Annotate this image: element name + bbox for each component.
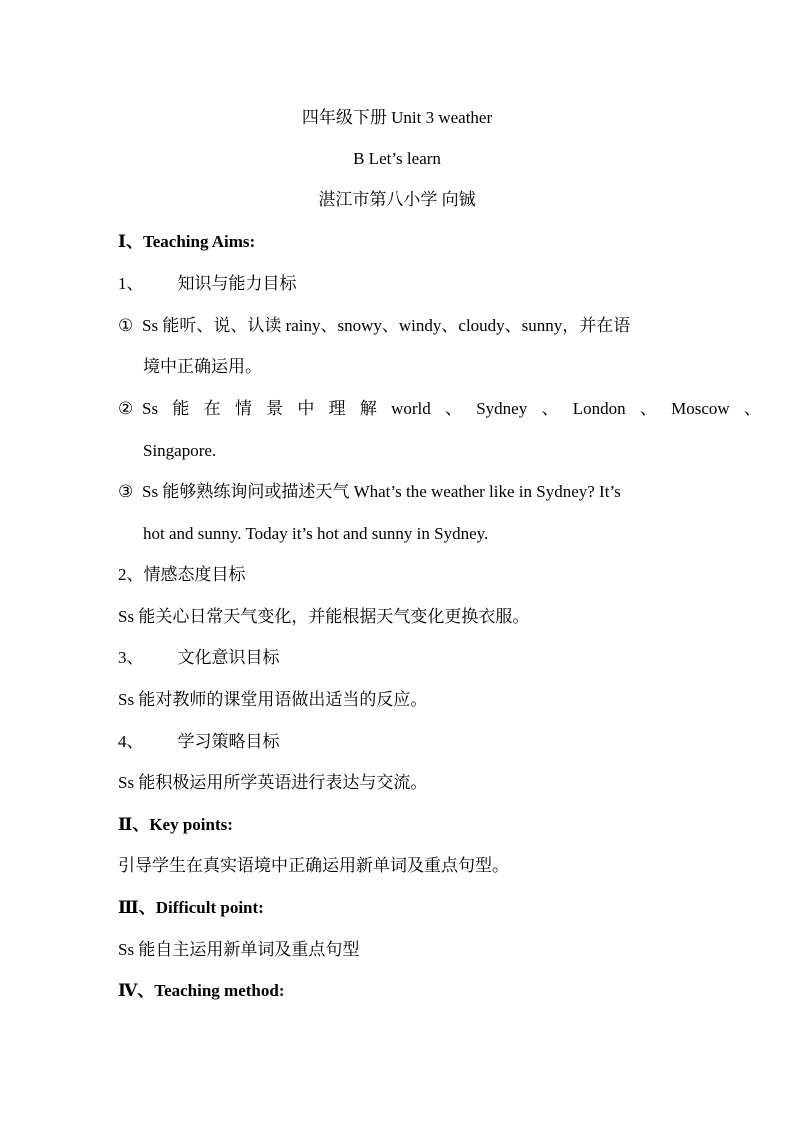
item-1-marker: ① xyxy=(118,316,134,335)
aim-item-3-line-1 xyxy=(118,480,678,504)
item-1-text-1: Ss 能听、说、认读 rainy、snowy、windy、cloudy、sunny，并在语 xyxy=(142,316,631,335)
aim-item-3-line-2: hot and sunny. Today it’s hot and sunny in Sydney. xyxy=(143,524,489,543)
teaching-method-heading: Ⅳ、Teaching method: xyxy=(118,981,285,1000)
key-points-text: 引导学生在真实语境中正确运用新单词及重点句型。 xyxy=(118,856,509,875)
aim-3-text: Ss 能对教师的课堂用语做出适当的反应。 xyxy=(118,690,428,709)
item-3-text-1: Ss 能够熟练询问或描述天气 What’s the weather like in Sydney? It’s xyxy=(142,482,621,501)
document-subtitle: B Let’s learn xyxy=(353,149,441,168)
item-3-marker: ③ xyxy=(118,482,134,501)
aim-item-1-line-2: 境中正确运用。 xyxy=(143,357,262,376)
aim-1-title: 知识与能力目标 xyxy=(177,274,297,293)
item-2-marker: ② xyxy=(118,399,134,418)
document-author: 湛江市第八小学 向铖 xyxy=(318,190,476,209)
document-title: 四年级下册 Unit 3 weather xyxy=(301,108,493,127)
aim-3-heading xyxy=(118,646,678,670)
key-points-heading: Ⅱ、Key points: xyxy=(118,815,233,834)
aim-2-text: Ss 能关心日常天气变化，并能根据天气变化更换衣服。 xyxy=(118,607,530,626)
difficult-point-text: Ss 能自主运用新单词及重点句型 xyxy=(118,940,360,959)
aim-4-title: 学习策略目标 xyxy=(177,732,280,751)
aim-2-heading: 2、情感态度目标 xyxy=(118,565,246,584)
aim-4-heading xyxy=(118,730,678,754)
aim-4-text: Ss 能积极运用所学英语进行表达与交流。 xyxy=(118,773,428,792)
aim-3-number: 3、 xyxy=(118,648,144,667)
aim-3-title: 文化意识目标 xyxy=(177,648,280,667)
item-2-text-1: Ss 能 在 情 景 中 理 解 world 、 Sydney 、 London 、 Moscow 、 xyxy=(142,399,761,418)
aim-1-heading xyxy=(118,272,678,296)
aim-item-1-line-1 xyxy=(118,314,678,338)
aim-item-2-line-1 xyxy=(118,397,761,421)
aim-4-number: 4、 xyxy=(118,732,144,751)
aim-1-number: 1、 xyxy=(118,274,144,293)
difficult-point-heading: Ⅲ、Difficult point: xyxy=(118,898,264,917)
aim-item-2-line-2: Singapore. xyxy=(143,441,217,460)
teaching-aims-heading: Ⅰ、Teaching Aims: xyxy=(118,232,256,251)
